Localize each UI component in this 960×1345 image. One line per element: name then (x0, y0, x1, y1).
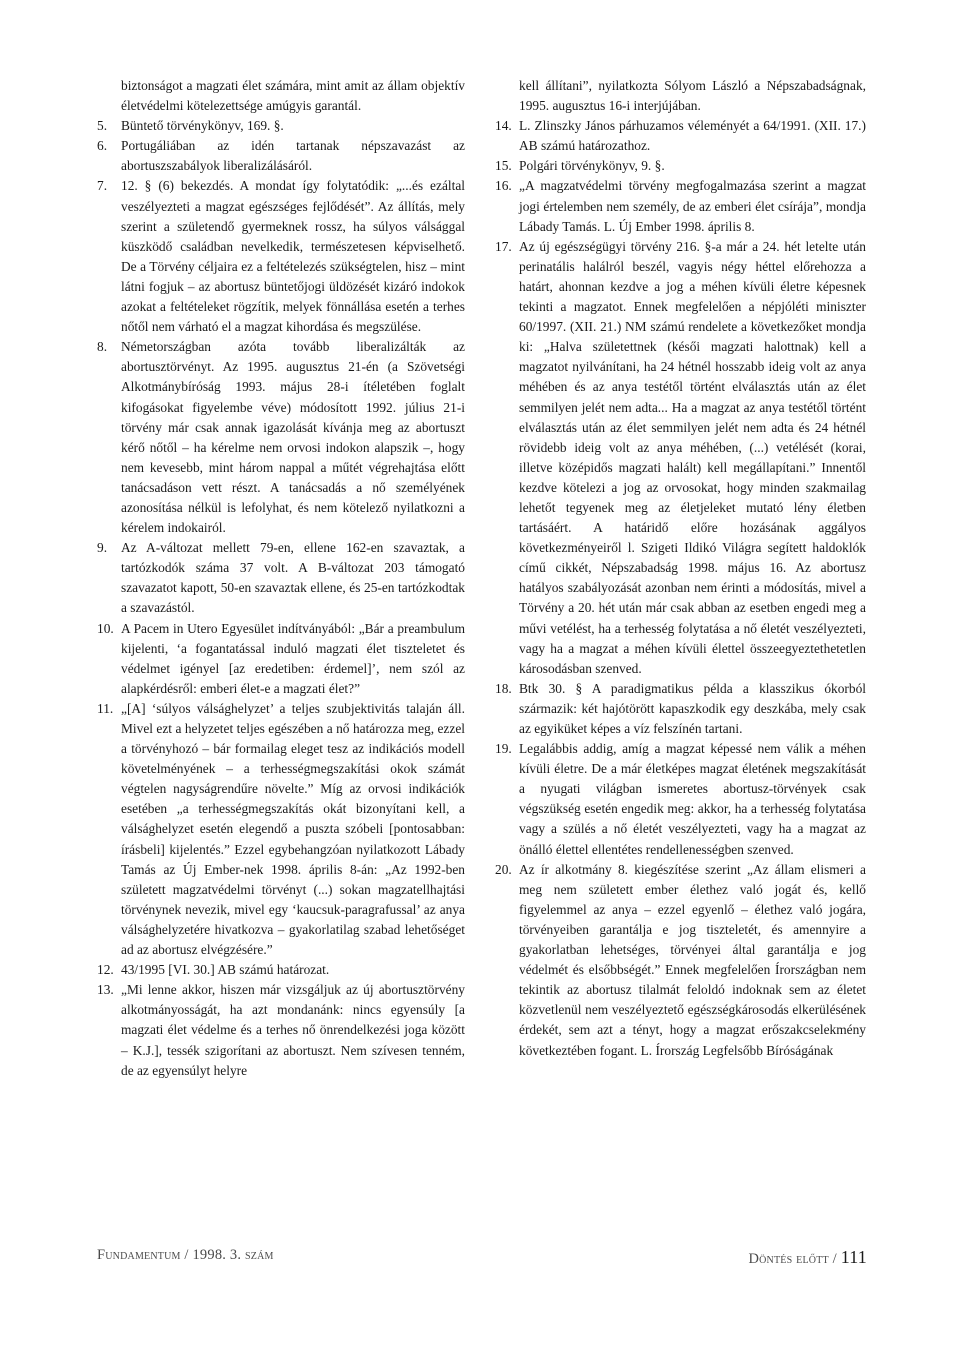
footnote-text: „[A] ‘súlyos válsághelyzet’ a teljes szubjektivitás talaján áll. Mivel ezt a helyzetet teljes egészében a nő határozza meg, ezzel a törvényhozó – bár formailag eleget tesz az indikációs modell követelményének – a terhességmegszakítási okok számát végtelen nagyságrendűre növelte.” Míg az orvosi indikációk esetében „a terhességmegszakítás okát bizonyítani kell, a válsághelyzet esetén elegendő a puszta szóbeli [pontosabban: írásbeli] kijelentés.” Ezzel egybehangzóan nyilatkozott Lábady Tamás az Új Ember-nek 1998. április 8-án: „Az 1992-ben született magzatvédelmi törvényt (...) sokan magzatellhajtási törvénynek nevezik, mivel egy ‘kaucsuk-paragrafussal’ az anya válsághelyzetére hivatkozva – gyakorlatilag szabad lehetőséget ad az abortusz elvégzésére.” (121, 700, 465, 958)
footnote-number: 8. (97, 339, 108, 355)
footnote-number: 7. (97, 178, 108, 194)
footnote-number: 18. (495, 680, 512, 696)
footnote (97, 960, 465, 980)
footnote-text: Legalábbis addig, amíg a magzat képessé nem válik a méhen kívüli életre. De a már életképes magzat életének megszakítását a nyugati világban ismeretes abortusz-törvények csak végszükség esetén engedik meg: akkor, ha a terhesség folytatása vagy a szülés a nő életét veszélyezteti, vagy ha a magzat az önálló élettel ellentétes rendellenességben szenved. (519, 741, 866, 857)
page-number: 111 (840, 1247, 867, 1267)
footnote (97, 619, 465, 699)
footnote-number: 10. (97, 620, 114, 636)
footnote-number: 13. (97, 982, 114, 998)
footnote (97, 538, 465, 618)
footnote (97, 136, 465, 176)
footnote-number: 17. (495, 238, 512, 254)
footnote-text: Az A-változat mellett 79-en, ellene 162-en szavaztak, a tartózkodók száma 37 volt. A B-változat 203 támogató szavazatot kapott, 50-en szavaztak ellene, és 25-en tartózkodtak a szavazástól. (121, 540, 465, 616)
footnote-number: 16. (495, 178, 512, 194)
footnote (495, 679, 866, 739)
footnote (97, 116, 465, 136)
footnote (495, 739, 866, 860)
footnote (495, 176, 866, 236)
footnote-number: 20. (495, 861, 512, 877)
footnote-text: Az új egészségügyi törvény 216. §-a már a 24. hét letelte után perinatális halálról beszél, vagyis négy héttel előrehozza a határt, ahonnan kezdve a jog a méhen kívüli életre képesnek tekinti a magzatot. Ennek megfelelően a népjóléti miniszter 60/1997. (XII. 21.) NM számú rendelete a következőket mondja ki: „Halva születettnek (késői magzati halottnak) kell a magzatot nyilvánítani, ha 24 hétnél hosszabb ideig volt az anya méhében és az anya testétől történt elválasztás után az élet semmilyen jelét nem adta... Ha a magzat az anya testétől történt elválasztás után az élet semmilyen jelét nem adta és 24 hétnél rövidebb ideig volt az anya méhében, (...) vetélését (korai, illetve középidős magzati halált) kell megállapítani.” Innentől kezdve kötelezi a jog az orvosokat, hogy minden szakmailag lehetőt tegyenek meg az életjeleket mutató lény életben tartásáért. A határidő előre hozásának aggályos következményeiről l. Szigeti Ildikó Világra segített haldoklók című cikkét, Népszabadság 1998. május 16. Az abortusz hatályos szabályozását azonban nem érinti a módosítás, mivel a Törvény a 20. hét után már csak abban az esetben engedi meg a művi vetélést, ha a terhesség folytatása a nő életét veszélyezteti, vagy ha a magzat a méhen kívüli élettel összeegyeztethetetlen károsodásban szenved. (519, 238, 866, 676)
footnote (495, 237, 866, 679)
footnote (495, 156, 866, 176)
footnote (97, 980, 465, 1080)
footnote-text: 43/1995 [VI. 30.] AB számú határozat. (121, 962, 330, 978)
footnote (495, 860, 866, 1061)
left-notes-list (97, 116, 465, 1081)
footnote (97, 699, 465, 960)
footnote (97, 176, 465, 337)
footnote (97, 337, 465, 538)
footnote-text: 12. § (6) bekezdés. A mondat így folytatódik: „...és ezáltal veszélyezteti a magzat egészséges fejlődését”. Az állítás, mely szerint a születendő gyermeknek rossz, ha súlyos válsággal küszködő családban nevelkedik, természetesen képviselhető. De a Törvény céljaira ez a feltételezés szükségtelen, hisz – mint látni fogjuk – az abortusz büntetőjogi üldözését kizáró indokok azokat a feltételeket rögzítik, melyek fönnállása esetén a terhes nőtől nem várható el a magzat kihordása és megszülése. (121, 178, 465, 335)
footnote-text: Polgári törvénykönyv, 9. §. (519, 158, 665, 174)
footer-journal-issue: Fundamentum / 1998. 3. szám (97, 1247, 274, 1263)
footnote-number: 11. (97, 700, 114, 716)
left-column (97, 76, 465, 1081)
footnote-text: Büntető törvénykönyv, 169. §. (121, 118, 284, 134)
footnote-number: 5. (97, 118, 108, 134)
left-continuation-text: biztonságot a magzati élet számára, mint amit az állam objektív életvédelmi kötelezettsége amúgyis garantál. (121, 78, 465, 114)
footnote-text: „A magzatvédelmi törvény megfogalmazása szerint a magzat jogi értelemben nem személy, de az emberi élet csírája”, mondja Lábady Tamás. L. Új Ember 1998. április 8. (519, 178, 866, 234)
footnote-number: 9. (97, 540, 108, 556)
footnote-text: Az ír alkotmány 8. kiegészítése szerint „Az állam elismeri a meg nem született ember élethez való jogát és, kellő figyelemmel az anya – ezzel egyenlő – élethez való jogára, törvényeiben garantálja e jog tiszteletét, és amennyire a gyakorlatban lehetséges, törvényei által garantálja e jog védelmét és elsőbbségét.” Ennek megfelelően Írországban nem tekintik az abortusz tilalmát feloldó indoknak sem az életet közvetlenül nem veszélyeztető egészségkárosodás elkerülésének érdekét, sem azt a tényt, hogy a magzat erőszakcselekmény következtében fogant. L. Írország Legfelsőbb Bíróságának (519, 861, 866, 1058)
right-column (495, 76, 866, 1061)
footnote-text: Németországban azóta tovább liberalizálták az abortusztörvényt. Az 1995. augusztus 21-én (a Szövetségi Alkotmánybíróság 1993. május 28-i ítéletében foglalt kifogásokat figyelembe véve) módosított 1992. július 21-i törvény már csak annak igazolását kívánja meg az abortuszt kérő nőtől – ha kérelme nem orvosi indokon alapszik –, hogy nem kevesebb, mint három nappal a műtét végrehajtása előtt tanácsadáson vett részt. A tanácsadás a nő személyének azonosítása nélkül is lefolyhat, és nem kötelező nyilatkozni a kérelem indokairól. (121, 339, 465, 536)
footnote-number: 12. (97, 962, 114, 978)
footnote-text: „Mi lenne akkor, hiszen már vizsgáljuk az új abortusztörvény alkotmányosságát, ha azt mondanánk: nincs egyensúly [a magzati élet védelme és a terhes nő önrendelkezési joga között – K.J.], tessék szigorítani az abortuszt. Nem szívesen tenném, de az egyensúlyt helyre (121, 982, 465, 1078)
footnote-number: 19. (495, 741, 512, 757)
footnote-text: A Pacem in Utero Egyesület indítványából: „Bár a preambulum kijelenti, ‘a fogantatással induló magzati élet tiszteletet és védelmet igényel [az eredetiben: érdemel]’, nem szól az alapkérdésről: emberi élet-e a magzati élet?” (121, 620, 465, 696)
footer-section (748, 1247, 867, 1268)
footnote-text: Btk 30. § A paradigmatikus példa a klasszikus ókorból származik: két hajótörött kapaszkodik egy deszkába, mely csak az egyiküket képes a víz felszínén tartani. (519, 680, 866, 736)
right-notes-list (495, 116, 866, 1060)
footnote-number: 6. (97, 138, 108, 154)
footer-section-label: Döntés előtt / (748, 1251, 837, 1267)
right-continuation-text: kell állítani”, nyilatkozta Sólyom László a Népszabadságnak, 1995. augusztus 16-i interjújában. (519, 78, 866, 114)
footnote-text: Portugáliában az idén tartanak népszavazást az abortuszszabályok liberalizálásáról. (121, 138, 465, 174)
footnote-text: L. Zlinszky János párhuzamos véleményét a 64/1991. (XII. 17.) AB számú határozathoz. (519, 118, 866, 154)
footnote (495, 116, 866, 156)
footnote-number: 15. (495, 158, 512, 174)
footnote-number: 14. (495, 118, 512, 134)
